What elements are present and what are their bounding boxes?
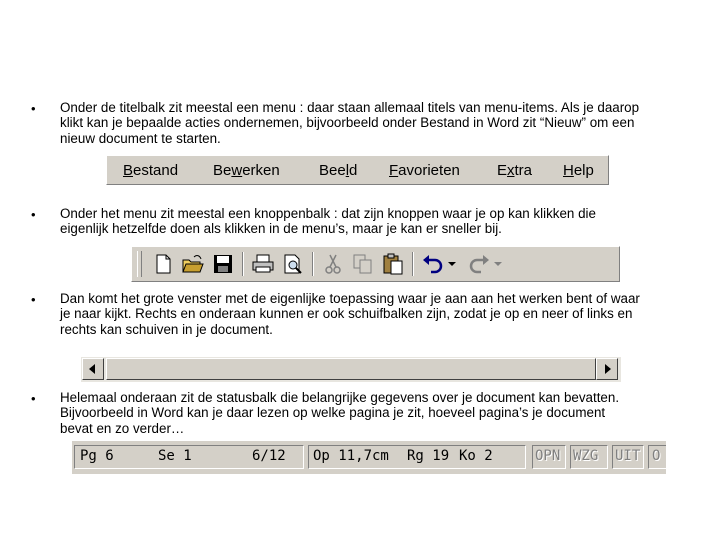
- menu-bar: [106, 155, 609, 185]
- undo-icon[interactable]: [420, 252, 460, 276]
- status-ov: O: [652, 448, 661, 464]
- save-icon[interactable]: [210, 252, 236, 276]
- open-folder-icon[interactable]: [180, 252, 206, 276]
- bullet: •: [31, 207, 36, 222]
- menu-bestand[interactable]: Bestand: [123, 162, 179, 179]
- toolbar-grip[interactable]: [137, 251, 142, 277]
- menu-bewerken[interactable]: Bewerken: [213, 162, 280, 179]
- scroll-left-icon: [83, 359, 103, 379]
- paste-icon[interactable]: [380, 252, 406, 276]
- paragraph-toolbar: Onder het menu zit meestal een knoppenbalk : dat zijn knoppen waar je op kan klikken die eigenlijk hetzelfde doen als klikken in de menu’s, maar je kan er sneller bij.: [60, 206, 596, 237]
- new-document-icon[interactable]: [150, 252, 176, 276]
- status-section: Se 1: [158, 448, 192, 464]
- toolbar-separator: [242, 252, 244, 276]
- scroll-right-button[interactable]: [596, 358, 618, 380]
- scroll-thumb[interactable]: [106, 358, 596, 380]
- paragraph-window: Dan komt het grote venster met de eigenlijke toepassing waar je aan aan het werken bent of waar je naar kijkt. Rechts en onderaan kunnen er ook schuifbalken zijn, zodat je op en neer of links en rechts kan schuiven in je document.: [60, 291, 640, 337]
- menu-extra[interactable]: Extra: [497, 162, 533, 179]
- status-uit: UIT: [615, 448, 641, 464]
- status-page: Pg 6: [80, 448, 114, 464]
- scroll-left-button[interactable]: [82, 358, 104, 380]
- status-opn: OPN: [535, 448, 561, 464]
- print-preview-icon[interactable]: [280, 252, 306, 276]
- status-wzg: WZG: [573, 448, 599, 464]
- horizontal-scrollbar[interactable]: [81, 357, 621, 382]
- menu-help[interactable]: Help: [563, 162, 594, 179]
- toolbar: [131, 246, 620, 282]
- status-column: Ko 2: [459, 448, 493, 464]
- paragraph-statusbar: Helemaal onderaan zit de statusbalk die belangrijke gegevens over je document kan bevatten. Bijvoorbeeld in Word kan je daar lezen op welke pagina je zit, hoeveel pagina’s je document bevat en zo verder…: [60, 390, 620, 436]
- paragraph-menu: Onder de titelbalk zit meestal een menu : daar staan allemaal titels van menu-items. Als je daarop klikt kan je bepaalde acties ondernemen, bijvoorbeeld onder Bestand in Word zit “Nieuw” om een nieuw document te starten.: [60, 100, 640, 146]
- redo-icon[interactable]: [466, 252, 506, 276]
- menu-beeld[interactable]: Beeld: [319, 162, 358, 179]
- status-page-count: 6/12: [252, 448, 286, 464]
- cut-icon[interactable]: [320, 252, 346, 276]
- menu-favorieten[interactable]: Favorieten: [389, 162, 460, 179]
- status-position: Op 11,7cm: [313, 448, 389, 464]
- copy-icon[interactable]: [350, 252, 376, 276]
- bullet: •: [31, 101, 36, 116]
- print-icon[interactable]: [250, 252, 276, 276]
- scroll-right-icon: [597, 359, 617, 379]
- status-line: Rg 19: [407, 448, 450, 464]
- bullet: •: [31, 292, 36, 307]
- toolbar-separator: [412, 252, 414, 276]
- status-bar: [72, 441, 666, 474]
- toolbar-separator: [312, 252, 314, 276]
- bullet: •: [31, 391, 36, 406]
